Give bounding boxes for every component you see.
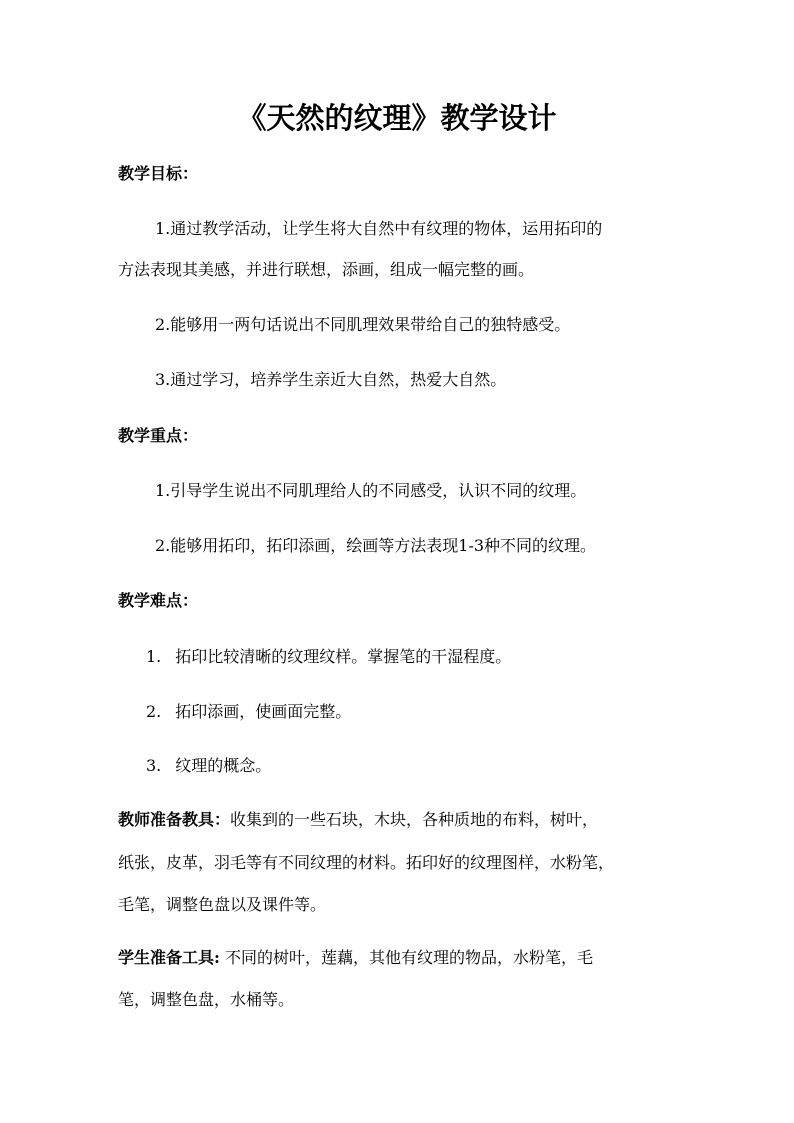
teacher-prep-label: 教师准备教具： [118,810,231,829]
teacher-prep-line3: 毛笔，调整色盘以及课件等。 [118,895,327,914]
objective-item-3 [155,368,506,392]
student-prep-text-1: 不同的树叶，莲藕，其他有纹理的物品，水粉笔，毛 [219,948,594,967]
key-point-item-1-number: 1. [155,481,171,500]
difficulty-item-2-number: 2. [146,702,162,721]
objective-item-1-number: 1. [155,219,171,238]
objective-item-3-text: 通过学习，培养学生亲近大自然，热爱大自然。 [170,370,507,389]
difficulty-item-3-number: 3. [146,756,162,775]
difficulty-item-2-text: 拓印添画，使画面完整。 [175,702,352,721]
objective-item-1-line2: 方法表现其美感，并进行联想，添画，组成一幅完整的画。 [118,260,535,279]
difficulty-item-3-text: 纹理的概念。 [175,756,272,775]
difficulty-item-1-text: 拓印比较清晰的纹理纹样。掌握笔的干湿程度。 [175,647,512,666]
objective-item-1-line1 [155,217,602,241]
teacher-prep-line2: 纸张，皮革，羽毛等有不同纹理的材料。拓印好的纹理图样，水粉笔， [118,853,615,872]
objective-item-2-text: 能够用一两句话说出不同肌理效果带给自己的独特感受。 [170,315,571,334]
objective-item-1-text: 通过教学活动，让学生将大自然中有纹理的物体，运用拓印的 [170,219,603,238]
difficulties-heading: 教学难点： [118,591,199,610]
key-points-heading: 教学重点： [118,426,199,445]
student-prep-label: 学生准备工具: [118,948,220,967]
objectives-heading: 教学目标： [118,164,199,183]
student-prep-line2: 笔，调整色盘，水桶等。 [118,990,295,1009]
key-point-item-1-text: 引导学生说出不同肌理给人的不同感受，认识不同的纹理。 [170,481,587,500]
objective-item-2-number: 2. [155,315,171,334]
difficulty-item-1-number: 1. [146,647,162,666]
objective-item-2 [155,313,570,337]
key-point-item-1 [155,479,586,503]
difficulty-item-2 [146,700,351,724]
key-point-item-2 [155,534,596,558]
objective-item-3-number: 3. [155,370,171,389]
difficulty-item-1 [146,645,511,669]
teacher-prep-text-1: 收集到的一些石块，木块，各种质地的布料，树叶， [230,810,599,829]
key-point-item-2-number: 2. [155,536,171,555]
document-title: 《天然的纹理》教学设计 [237,101,557,135]
teacher-prep-line1 [118,808,598,832]
student-prep-line1 [118,946,593,970]
key-point-item-2-text: 能够用拓印，拓印添画，绘画等方法表现1-3种不同的纹理。 [170,536,597,555]
difficulty-item-3 [146,754,271,778]
